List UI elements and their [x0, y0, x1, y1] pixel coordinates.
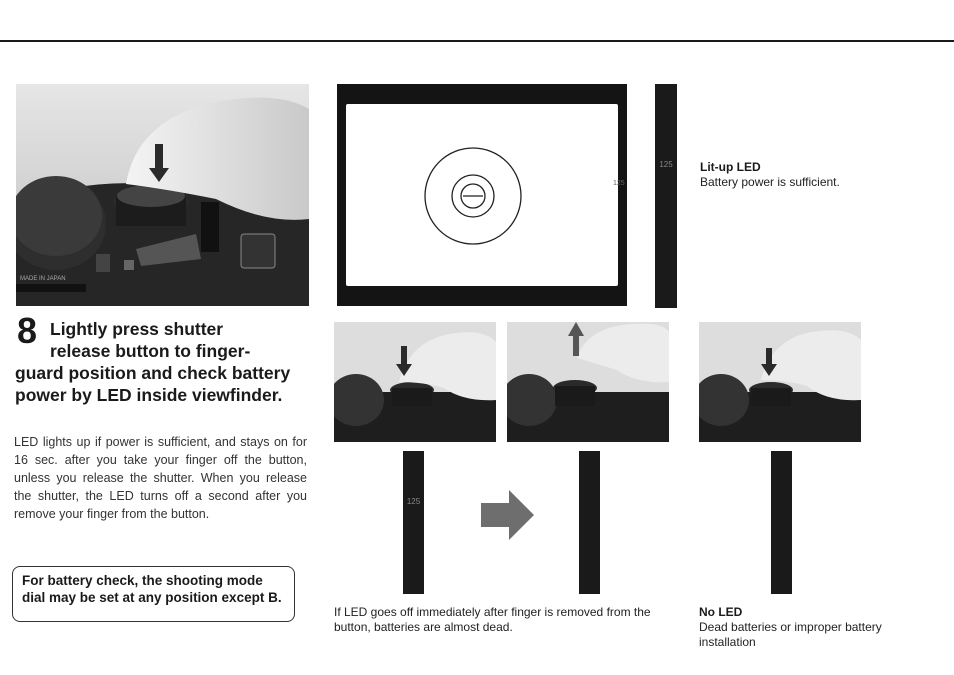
camera-photo-main: [16, 84, 309, 306]
caption-none-text: Dead batteries or improper battery installation: [699, 620, 882, 649]
step-title-line2: release button to finger-: [50, 341, 251, 361]
step-body: LED lights up if power is sufficient, and stays on for 16 sec. after you take your finger off the button, unless you release the shutter. When you release the shutter, the LED turns off a second after you remove your finger from the button.: [14, 435, 307, 521]
caption-led-off: [334, 605, 674, 635]
transition-arrow-icon: [481, 490, 535, 540]
caption-lit-text: Battery power is sufficient.: [700, 175, 840, 189]
camera-photo-no-led: [699, 322, 861, 442]
note-box: [12, 566, 295, 622]
made-in-japan-mark: MADE IN JAPAN: [20, 276, 66, 282]
viewfinder-shutter-readout: 125: [613, 180, 625, 187]
caption-off-text: If LED goes off immediately after finger is removed from the button, batteries are almost dead.: [334, 605, 651, 634]
camera-photo-press: [334, 322, 496, 442]
caption-lit-title: Lit-up LED: [700, 160, 761, 174]
step-number: 8: [17, 310, 37, 351]
led-display-dead: [771, 451, 792, 594]
led-display-lit: [655, 84, 677, 308]
caption-none-title: No LED: [699, 605, 743, 619]
note-text: For battery check, the shooting mode dial may be set at any position except B.: [22, 573, 282, 605]
step-title-rest: guard position and check battery power by LED inside viewfinder.: [15, 363, 291, 405]
caption-lit-led: [700, 160, 920, 190]
viewfinder-illustration: [337, 84, 627, 306]
led-value-lit: 125: [659, 160, 673, 169]
led-display-before: [403, 451, 424, 594]
caption-no-led: [699, 605, 939, 650]
viewfinder-screen: [346, 104, 618, 286]
top-rule: [0, 40, 954, 42]
step-title: [15, 318, 305, 406]
led-value-before: 125: [406, 497, 421, 506]
step-title-line1: Lightly press shutter: [50, 319, 224, 339]
led-display-after: [579, 451, 600, 594]
camera-photo-release: [507, 322, 669, 442]
